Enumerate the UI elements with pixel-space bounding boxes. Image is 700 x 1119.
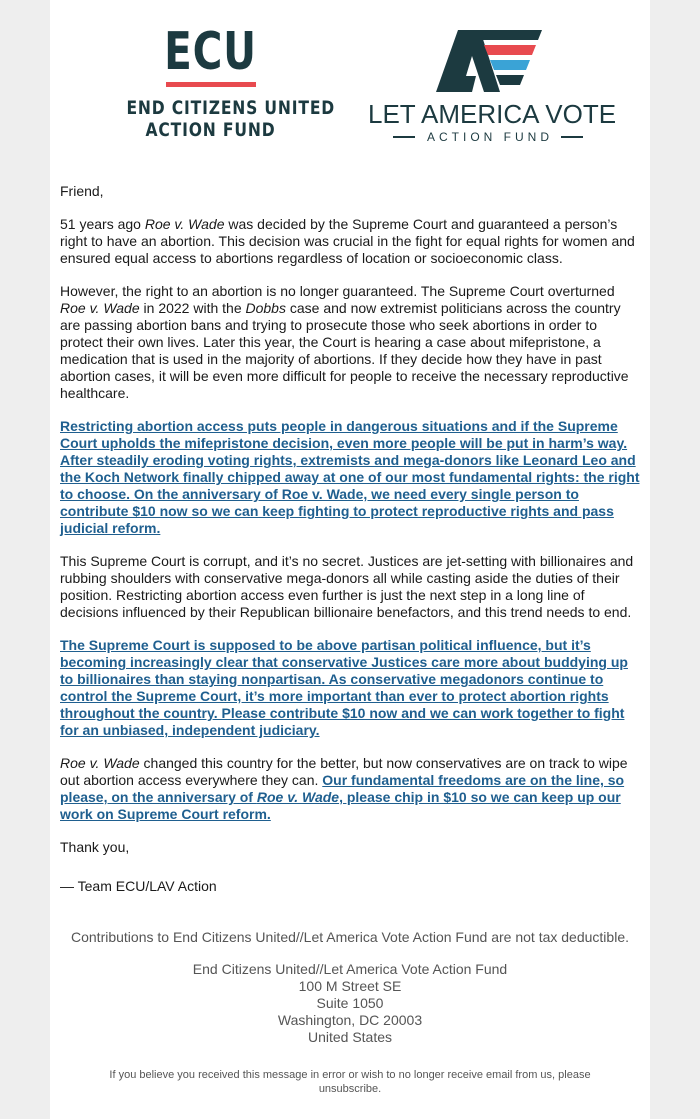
ecu-logo-line2: ACTION FUND	[145, 119, 276, 141]
signature: — Team ECU/LAV Action	[60, 878, 217, 894]
cta3-italic: Roe v. Wade	[256, 789, 340, 805]
p1-text-1: 51 years ago	[60, 216, 145, 232]
footer	[50, 929, 650, 1096]
p1-text-2: was decided by the Supreme Court and guaranteed a person’s right to have an abortion. This decision was crucial in the fight for equal rights for women and ensured equal access to abortions regardless of location or socioeconomic class.	[60, 216, 635, 266]
header-logos	[50, 0, 650, 170]
paragraph-corrupt-court: This Supreme Court is corrupt, and it’s no secret. Justices are jet-setting with billionaires and rubbing shoulders with conservative mega-donors all while casting aside the duties of their position. Restricting abortion access even further is just the next step in a long line of decisions influenced by their Republican billionaire benefactors, and this trend needs to end.	[60, 553, 634, 620]
paragraph-freedoms	[60, 755, 642, 823]
p2-italic-2: Dobbs	[245, 300, 286, 316]
ecu-logo-bar	[166, 82, 256, 87]
paragraph-overturned	[60, 283, 642, 402]
address-line: United States	[307, 1029, 393, 1045]
cta-paragraph-2	[60, 637, 642, 739]
thanks: Thank you,	[60, 839, 130, 855]
lav-logo-subline	[368, 130, 608, 144]
greeting: Friend,	[60, 183, 104, 199]
p2-text-2: in 2022 with the	[139, 300, 246, 316]
p2-text-1: However, the right to an abortion is no longer guaranteed. The Supreme Court overturned	[60, 283, 615, 299]
ecu-logo-line1: END CITIZENS UNITED	[126, 97, 336, 119]
lav-rule-left	[393, 136, 415, 138]
cta-link-1[interactable]: Restricting abortion access puts people in dangerous situations and if the Supreme Court upholds the mifepristone decision, even more people will be put in harm’s way. After steadily eroding voting rights, extremists and mega-donors like Leonard Leo and the Koch Network finally chipped away at one of our most fundamental rights: the right to choose. On the anniversary of Roe v. Wade, we need every single person to contribute $10 now so we can keep fighting to protect reproductive rights and pass judicial reform.	[60, 418, 640, 536]
cta3-text-2: , please chip in $10 so we can keep up our work on Supreme Court reform.	[60, 789, 621, 822]
p4-italic-1: Roe v. Wade	[60, 755, 140, 771]
cta3-text-1: Our fundamental freedoms are on the line, so please, on the anniversary of	[60, 772, 625, 805]
email-body	[60, 183, 642, 911]
address-line: Washington, DC 20003	[277, 1012, 423, 1028]
lav-logo	[368, 26, 617, 144]
address-line: End Citizens United//Let America Vote Action Fund	[192, 961, 508, 977]
unsubscribe-notice[interactable]: If you believe you received this message in error or wish to no longer receive email from us, please unsubscribe.	[109, 1069, 591, 1095]
p2-text-3: case and now extremist politicians across the country are passing abortion bans and trying to prosecute those who seek abortions in order to protect their own lives. Later this year, the Court is hearing a case about mifepristone, a medication that is used in the majority of abortions. If they decide how they have in past abortion cases, it will be even more difficult for people to receive the necessary reproductive healthcare.	[60, 300, 629, 401]
mailing-address	[50, 961, 650, 1046]
lav-logo-name: LET AMERICA VOTE	[368, 99, 617, 129]
ecu-logo	[108, 22, 336, 141]
lav-rule-right	[561, 136, 583, 138]
tax-disclaimer: Contributions to End Citizens United//Let America Vote Action Fund are not tax deductible.	[71, 929, 629, 945]
address-line: 100 M Street SE	[298, 978, 402, 994]
email-sheet	[50, 0, 650, 1119]
cta-link-2[interactable]: The Supreme Court is supposed to be above partisan political influence, but it’s becoming increasingly clear that conservative Justices care more about buddying up to billionaires than staying nonpartisan. As conservative megadonors continue to control the Supreme Court, it’s more important than ever to protect abortion rights throughout the country. Please contribute $10 now and we can work together to fight for an unbiased, independent judiciary.	[60, 637, 628, 738]
p4-text-1: changed this country for the better, but now conservatives are on track to wipe out abortion access everywhere they can.	[60, 755, 628, 788]
p2-italic-1: Roe v. Wade	[60, 300, 140, 316]
lav-star-flag-icon	[428, 26, 548, 92]
address-line: Suite 1050	[316, 995, 384, 1011]
p1-italic-1: Roe v. Wade	[144, 216, 225, 232]
paragraph-roe-history	[60, 216, 642, 267]
cta-paragraph-1	[60, 418, 642, 537]
ecu-logo-letters: ECU	[164, 22, 257, 82]
lav-logo-sub: ACTION FUND	[427, 130, 553, 144]
